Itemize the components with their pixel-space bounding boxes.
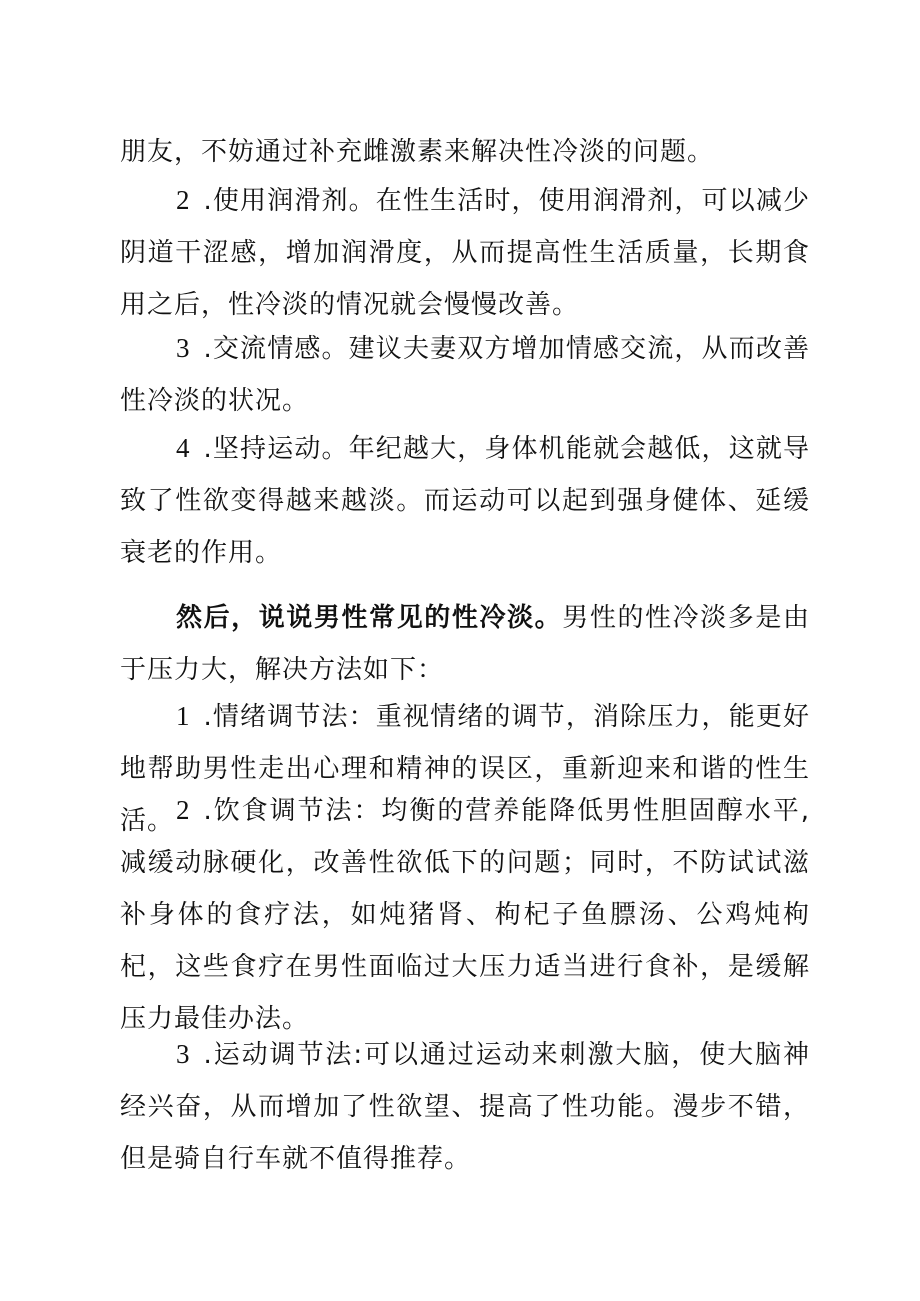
intro-text: 朋友，不妨通过补充雌激素来解决性冷淡的问题。 [120,137,715,167]
section-heading-bold: 然后，说说男性常见的性冷淡。 [176,603,563,633]
item-number: 1 [176,701,190,731]
item-text: .坚持运动。年纪越大，身体机能就会越低，这就导致了性欲变得越来越淡。而运动可以起到强身健体、延缓衰老的作用。 [120,434,810,568]
item-text: .运动调节法:可以通过运动来刺激大脑，使大脑神经兴奋，从而增加了性欲望、提高了性功能。漫步不错，但是骑自行车就不值得推荐。 [120,1040,810,1174]
item-number: 2 [176,795,190,825]
female-item-4 [120,422,810,579]
male-section-heading [120,592,810,696]
intro-paragraph [120,126,810,178]
section-heading-rest: 男性的性冷淡多是由于压力大，解决方法如下： [120,603,810,685]
item-text: .情绪调节法：重视情绪的调节，消除压力，能更好地帮助男性走出心理和精神的误区，重新迎来和谐的性生活。 [120,702,810,836]
male-item-2 [120,784,810,1045]
item-number: 2 [176,185,190,215]
item-text: .使用润滑剂。在性生活时，使用润滑剂，可以减少阴道干涩感，增加润滑度，从而提高性生活质量，长期食用之后，性冷淡的情况就会慢慢改善。 [120,186,810,320]
item-number: 3 [176,1039,190,1069]
item-number: 4 [176,433,190,463]
male-item-3 [120,1028,810,1185]
female-item-3 [120,322,810,427]
female-item-2 [120,174,810,331]
item-text: .饮食调节法：均衡的营养能降低男性胆固醇水平,减缓动脉硬化，改善性欲低下的问题；同时，不防试试滋补身体的食疗法，如炖猪肾、枸杞子鱼膘汤、公鸡炖枸杞，这些食疗在男性面临过大压力适当进行食补，是缓解压力最佳办法。 [120,796,810,1034]
item-number: 3 [176,333,190,363]
item-text: .交流情感。建议夫妻双方增加情感交流，从而改善性冷淡的状况。 [120,334,810,416]
